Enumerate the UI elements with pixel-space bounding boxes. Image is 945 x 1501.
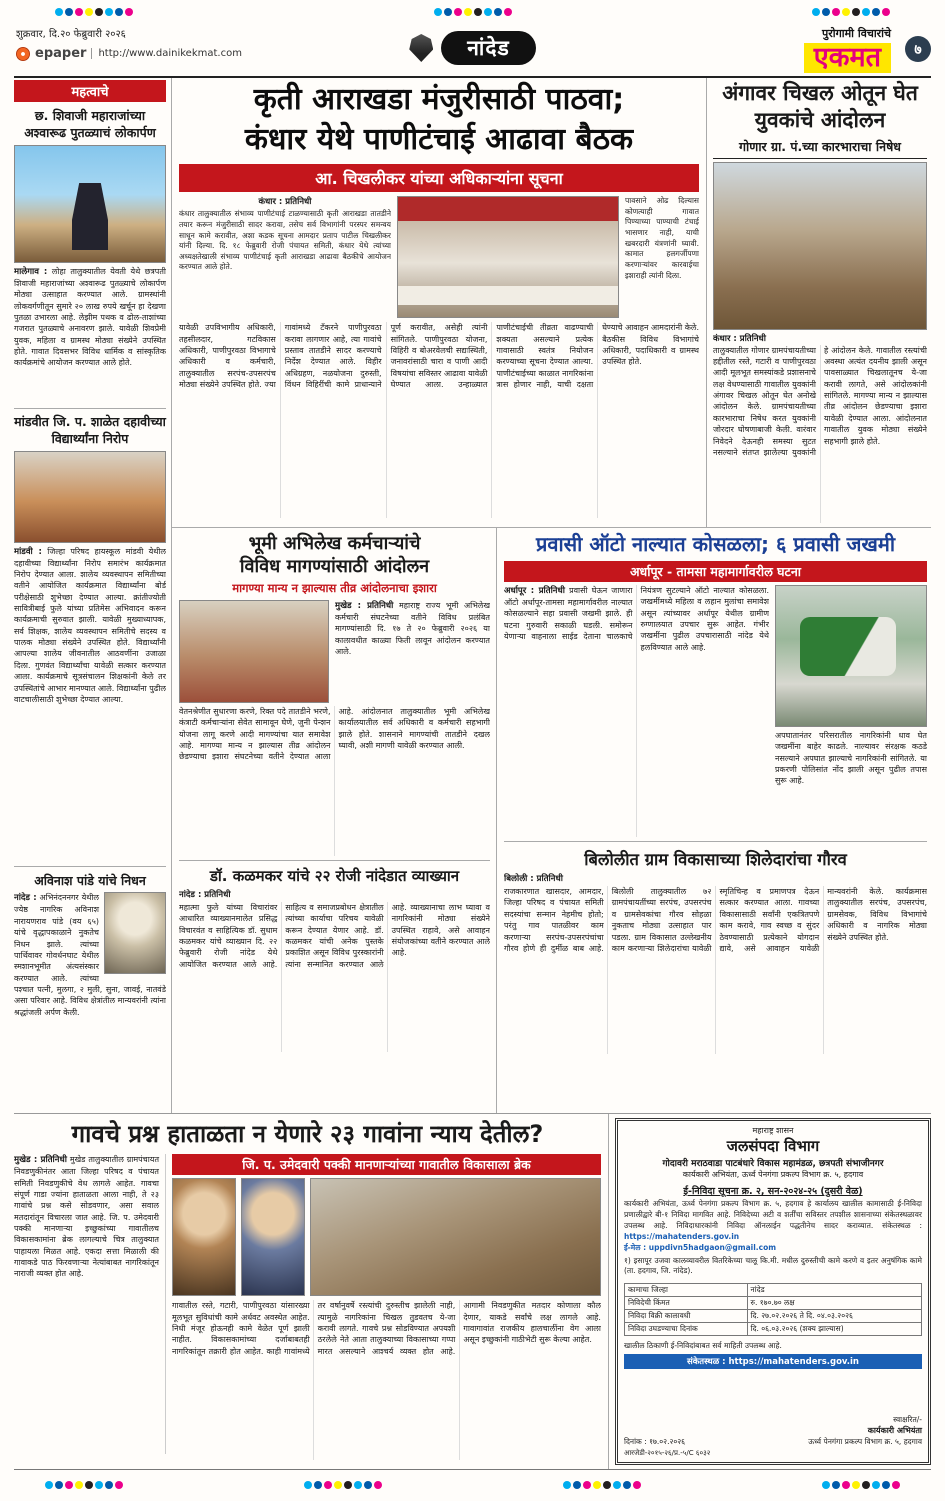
tender-table-value: रु. १७०.७० लक्ष [747, 1297, 921, 1310]
main-body-intro: कंधार तालुक्यातील संभाव्य पाणीटंचाई टाळण्यासाठी कृती आराखडा तातडीने तयार करून मंजुरीसाठी सादर करावा, तसेच सर्व विभागांनी परस्पर समन्वय साधून कामे करावीत, अशा कडक सूचना आमदार प्रताप पाटील चिखलीकर यांनी दिल्या. दि. १८ फेब्रुवारी रोजी पंचायत समिती, कंधार येथे त्यांच्या अध्यक्षतेखाली संभाव्य पाणीटंचाई कृती आराखडा आढावा बैठकीचे आयोजन करण्यात आले होते. [179, 209, 391, 272]
tender-signatory-office: ऊर्ध्व पेनगंगा प्रकल्प विभाग क्र. ५, हदगाव [808, 1436, 922, 1446]
protest-subhead: गोणार ग्रा. पं.च्या कारभाराचा निषेध [713, 135, 927, 159]
main-story [172, 78, 707, 527]
candidate-portrait-photo-2 [241, 1178, 305, 1296]
tender-office: कार्यकारी अभियंता, ऊर्ध्व पेनगंगा प्रकल्प विभाग क्र. ५, हदगाव [682, 1170, 864, 1179]
protest-photo [713, 162, 927, 330]
tender-table-label: निविदा उघडण्याचा दिनांक [625, 1323, 748, 1336]
main-dateline: कंधार : प्रतिनिधी [258, 197, 312, 208]
left-column [14, 78, 172, 1113]
tender-table-value: नांदेड [747, 1284, 921, 1297]
tender-department: जलसंपदा विभाग [726, 1137, 820, 1155]
biloli-headline: बिलोलीत ग्राम विकासाच्या शिलेदारांचा गौरव [504, 841, 927, 870]
main-headline-line2: कंधार येथे पाणीटंचाई आढावा बैठक [244, 121, 634, 157]
registration-dots [303, 1474, 383, 1493]
obituary-portrait-photo [104, 892, 166, 974]
auto-body-b: अपघातानंतर परिसरातील नागरिकांनी धाव घेत जखमींना बाहेर काढले. नाल्यावर संरक्षक कठडे नसल्याने अपघात झाल्याचे नागरिकांनी सांगितले. या प्रकरणी पोलिसांत नोंद झाली असून पुढील तपास सुरू आहे. [775, 731, 927, 786]
registration-dots [562, 1474, 642, 1493]
obituary-headline: अविनाश पांडे यांचे निधन [34, 872, 146, 888]
bhumi-body-a: महाराष्ट्र राज्य भूमी अभिलेख कर्मचारी संघटनेच्या वतीने विविध प्रलंबित मागण्यांसाठी दि. १७ ते २० फेब्रुवारी २०२६ या कालावधीत काळ्या फिती लावून आंदोलन करण्यात आले. [335, 600, 490, 656]
obituary-dateline: नांदेड : [14, 893, 37, 904]
edition-name: नांदेड [441, 31, 535, 65]
lecture-headline: डॉ. कळमकर यांचे २२ रोजी नांदेडात व्याख्यान [179, 860, 490, 886]
bhumi-group-photo [179, 600, 329, 703]
statue-headline: छ. शिवाजी महाराजांच्या अश्वारूढ पुतळ्याचं लोकार्पण [24, 108, 156, 140]
village-headline: गावचे प्रश्न हाताळता न येणारे २३ गावांना न्याय देतील? [71, 1120, 544, 1148]
masthead-crest-icon [409, 34, 433, 62]
registration-dots [44, 1474, 124, 1493]
bhumi-body-b: वेतनश्रेणीत सुधारणा करणे, रिक्त पदे तातडीने भरणे, कंत्राटी कर्मचाऱ्यांना सेवेत सामावून घेणे, जुनी पेन्शन योजना लागू करणे आदी मागण्यांचा यात समावेश आहे. मागण्या मान्य न झाल्यास तीव्र आंदोलन छेडण्याचा इशारा संघटनेच्या वतीने देण्यात आला आहे. आंदोलनात तालुक्यातील भूमी अभिलेख कार्यालयातील सर्व अधिकारी व कर्मचारी सहभागी झाले होते. शासनाने मागण्यांची तातडीने दखल घ्यावी, अशी मागणी यावेळी करण्यात आली. [179, 706, 490, 762]
lecture-story [179, 856, 490, 1113]
protest-dateline: कंधार : प्रतिनिधी [713, 333, 766, 344]
tender-work-item: १) इसापूर उजवा कालव्यावरील वितरिकेच्या चालू कि.मी. मधील दुरुस्तीची कामे करणे व इतर अनुषंगिक कामे (ता. हदगाव, जि. नांदेड). [624, 1255, 922, 1276]
epaper-eye-icon [16, 47, 30, 61]
obituary-body: अभिनंदननगर येथील ज्येष्ठ नागरिक अविनाश नारायणराव पांडे (वय ६५) यांचे वृद्धापकाळाने नुकतेच निधन झाले. त्यांच्या पार्थिवावर गोवर्धनघाट येथील स्मशानभूमीत अंत्यसंस्कार करण्यात आले. त्यांच्या पश्चात पत्नी, मुलगा, २ मुली, सुना, जावई, नातवंडे असा परिवार आहे. विविध क्षेत्रांतील मान्यवरांनी त्यांना श्रद्धांजली अर्पण केली. [14, 893, 166, 1017]
auto-subhead-band: अर्धापूर - तामसा महामार्गावरील घटना [504, 561, 927, 582]
obituary-story [14, 866, 166, 1114]
date-line: शुक्रवार, दि.२० फेब्रुवारी २०२६ [16, 29, 126, 40]
auto-accident-photo [775, 585, 927, 727]
village-subhead-band: जि. प. उमेदवारी पक्की मानणाऱ्यांच्या गावातील विकासाला ब्रेक [172, 1154, 601, 1175]
registration-dots [433, 1, 513, 20]
masthead [14, 20, 931, 78]
statue-dateline: मालेगाव : [14, 266, 48, 277]
school-body: जिल्हा परिषद हायस्कूल मांडवी येथील दहावीच्या विद्यार्थ्यांना निरोप समारंभ कार्यक्रमात निरोप देण्यात आला. शालेय व्यवस्थापन समितीच्या वतीने आयोजित कार्यक्रमात विद्यार्थ्यांना बोर्ड परीक्षेसाठी शुभेच्छा देण्यात आल्या. क्रांतीज्योती सावित्रीबाई फुले यांच्या प्रतिमेस अभिवादन करून कार्यक्रमाची सुरुवात झाली. यावेळी मुख्याध्यापक, सर्व शिक्षक, शालेय व्यवस्थापन समितीचे सदस्य व पालक मोठ्या संख्येने उपस्थित होते. विद्यार्थ्यांनी आपल्या शालेय जीवनातील आठवणींना उजाळा दिला. गुणवंत विद्यार्थ्यांचा यावेळी सत्कार करण्यात आला. कार्यक्रमाचे सूत्रसंचालन शिक्षकांनी केले तर उपस्थितांचे आभार मानण्यात आले. विद्यार्थ्यांना पुढील वाटचालीसाठी शुभेच्छा देण्यात आल्या. [14, 546, 166, 704]
bhumi-story [179, 532, 490, 856]
bhumi-dateline: मुखेड : प्रतिनिधी [335, 600, 394, 611]
auto-accident-story [504, 532, 927, 837]
tender-table-label: निविदा विक्री कालावधी [625, 1310, 748, 1323]
tender-details-table [624, 1283, 922, 1336]
edition-masthead [409, 31, 535, 65]
website-link[interactable]: http://www.dainikekmat.com [91, 48, 242, 59]
registration-marks-bottom [14, 1470, 931, 1496]
statue-photo [14, 145, 166, 263]
brand-tagline: पुरोगामी विचारांचे [821, 27, 891, 40]
registration-dots [811, 1, 891, 20]
biloli-body: राजकारणात खासदार, आमदार, जिल्हा परिषद व पंचायत समिती सदस्यांचा सन्मान नेहमीच होतो; परंतु गाव पातळीवर काम करणाऱ्या सरपंच-उपसरपंचांचा गौरव होणे ही दुर्मीळ बाब आहे. बिलोली तालुक्यातील ७२ ग्रामपंचायतींच्या सरपंच, उपसरपंच व ग्रामसेवकांचा गौरव सोहळा नुकताच मोठ्या उत्साहात पार पडला. ग्राम विकासात उल्लेखनीय काम करणाऱ्या शिलेदारांचा यावेळी स्मृतिचिन्ह व प्रमाणपत्र देऊन सत्कार करण्यात आला. गावच्या विकासासाठी सर्वांनी एकत्रितपणे काम करावे, गाव स्वच्छ व सुंदर ठेवण्यासाठी प्रत्येकाने योगदान द्यावे, असे आवाहन यावेळी मान्यवरांनी केले. कार्यक्रमास तालुक्यातील सरपंच, उपसरपंच, ग्रामसेवक, विविध विभागांचे अधिकारी व नागरिक मोठ्या संख्येने उपस्थित होते. [504, 887, 927, 953]
tender-signed-label: स्वाक्षरित/- [893, 1414, 922, 1424]
lecture-body: महात्मा फुले यांच्या विचारांवर आधारित व्याख्यानमालेत प्रसिद्ध विचारवंत व साहित्यिक डॉ. सुधाम कळमकर यांचे व्याख्यान दि. २२ फेब्रुवारी रोजी नांदेड येथे आयोजित करण्यात आले आहे. साहित्य व समाजप्रबोधन क्षेत्रातील त्यांच्या कार्याचा परिचय यावेळी करून देण्यात येणार आहे. डॉ. कळमकर यांची अनेक पुस्तके प्रकाशित असून विविध पुरस्कारांनी त्यांना सन्मानित करण्यात आले आहे. व्याख्यानाचा लाभ घ्यावा व नागरिकांनी मोठ्या संख्येने उपस्थित राहावे, असे आवाहन संयोजकांच्या वतीने करण्यात आले आहे. [179, 902, 490, 969]
lecture-dateline: नांदेड : प्रतिनिधी [179, 889, 231, 900]
protest-headline: अंगावर चिखल ओतून घेत युवकांचे आंदोलन [722, 81, 918, 133]
bhumi-headline-line1: भूमी अभिलेख कर्मचाऱ्यांचे [248, 533, 421, 554]
school-group-photo [14, 451, 166, 543]
tender-organization: गोदावरी मराठवाडा पाटबंधारे विकास महामंडळ, छत्रपती संभाजीनगर [662, 1159, 884, 1169]
protest-body: तालुक्यातील गोणार ग्रामपंचायतीच्या हद्दीतील रस्ते, गटारी व पाणीपुरवठा आदी मूलभूत समस्यांकडे प्रशासनाचे लक्ष वेधण्यासाठी गावातील युवकांनी अंगावर चिखल ओतून घेत अनोखे आंदोलन केले. ग्रामपंचायतीच्या कारभाराचा निषेध करत युवकांनी जोरदार घोषणाबाजी केली. वारंवार निवेदने देऊनही समस्या सुटत नसल्याने संतप्त झालेल्या युवकांनी हे आंदोलन केले. गावातील रस्त्यांची अवस्था अत्यंत दयनीय झाली असून पावसाळ्यात चिखलातूनच ये-जा करावी लागते, असे आंदोलकांनी सांगितले. मागण्या मान्य न झाल्यास तीव्र आंदोलन छेडण्याचा इशारा यावेळी देण्यात आला. आंदोलनात गावातील युवक मोठ्या संख्येने सहभागी झाले होते. [713, 345, 927, 457]
bhumi-subhead: मागण्या मान्य न झाल्यास तीव्र आंदोलनाचा इशारा [232, 580, 437, 595]
tender-website-inline-link[interactable]: https://mahatenders.gov.in [624, 1231, 740, 1241]
village-story [14, 1114, 609, 1469]
tender-table-value: दि. २७.०२.२०२६ ते दि. ०४.०३.२०२६ [747, 1310, 921, 1323]
masthead-left [16, 26, 242, 61]
tender-table-value: दि. ०६.०३.२०२६ (शक्य झाल्यास) [747, 1323, 921, 1336]
page-number-badge: ७ [905, 36, 931, 62]
main-headline-line1: कृती आराखडा मंजुरीसाठी पाठवा; [253, 82, 625, 117]
tender-title: ई-निविदा सूचना क्र. २, सन-२०२४-२५ (दुसरी वेळ) [683, 1186, 863, 1197]
tender-date: दिनांक : १७.०२.२०२६ [624, 1437, 686, 1446]
registration-dots [821, 1474, 901, 1493]
tender-reference-number: आरजेडी-२०१५-२६/प्र.-५/C ६०३२ [624, 1449, 711, 1457]
registration-dots [54, 1, 134, 20]
village-dateline: मुखेड : प्रतिनिधी [14, 1155, 67, 1166]
bhumi-headline-line2: विविध मागण्यांसाठी आंदोलन [239, 556, 430, 578]
main-body-side: पावसाने ओढ दिल्यास कोणत्याही गावात पिण्याच्या पाण्याची टंचाई भासणार नाही, याची खबरदारी यंत्रणांनी घ्यावी. कामात हलगर्जीपणा करणाऱ्यांवर कारवाईचा इशाराही त्यांनी दिला. [625, 196, 699, 280]
candidate-portrait-photo-1 [172, 1178, 236, 1296]
tender-email-link[interactable]: ई-मेल : uppdivn5hadgaon@gmail.com [624, 1242, 777, 1252]
tender-table-label: निविदेची किंमत [625, 1297, 748, 1310]
statue-story [14, 105, 166, 408]
tender-intro: कार्यकारी अभियंता, ऊर्ध्व पेनगंगा प्रकल्प विभाग क्र. ५, हदगाव हे कार्यालय खालील कामासाठी ई-निविदा प्रणालीद्वारे बी-१ निविदा मागवित आहे. निविदेच्या अटी व शर्तींचा सविस्तर तपशील शासनाच्या संकेतस्थळावर उपलब्ध आहे. निविदाधारकांनी निविदा ऑनलाईन पद्धतीनेच सादर कराव्यात. संकेतस्थळ : [624, 1199, 922, 1230]
meeting-photo [397, 196, 619, 318]
school-story [14, 408, 166, 866]
main-subhead-band: आ. चिखलीकर यांच्या अधिकाऱ्यांना सूचना [179, 164, 699, 192]
auto-body-a: प्रवासी घेऊन जाणारा ऑटो अर्धापूर-तामसा महामार्गावरील नाल्यात कोसळल्याने सहा प्रवासी जखमी झाले. ही घटना गुरुवारी सकाळी घडली. समोरून येणाऱ्या वाहनाला साईड देताना चालकाचे नियंत्रण सुटल्याने ऑटो नाल्यात कोसळला. जखमींमध्ये महिला व लहान मुलांचा समावेश असून त्यांच्यावर अर्धापूर येथील ग्रामीण रुग्णालयात उपचार सुरू आहेत. गंभीर जखमींना पुढील उपचारासाठी नांदेड येथे हलविण्यात आले आहे. [504, 586, 769, 652]
school-headline: मांडवीत जि. प. शाळेत दहावीच्या विद्यार्थ्यांना निरोप [14, 413, 166, 446]
auto-headline: प्रवासी ऑटो नाल्यात कोसळला; ६ प्रवासी जखमी [535, 532, 895, 556]
biloli-dateline: बिलोली : प्रतिनिधी [504, 874, 563, 884]
registration-marks-top [14, 0, 931, 20]
tender-notice [609, 1114, 931, 1469]
tender-signatory-title: कार्यकारी अभियंता [867, 1426, 922, 1435]
village-body-more: गावातील रस्ते, गटारी, पाणीपुरवठा यांसारख्या मूलभूत सुविधांची कामे अर्धवट अवस्थेत आहेत. निधी मंजूर होऊनही कामे वेळेत पूर्ण झाली नाहीत. विकासकामांच्या दर्जाबाबतही नागरिकांतून तक्रारी होत आहेत. काही गावांमध्ये तर वर्षानुवर्षे रस्त्यांची दुरुस्तीच झालेली नाही, त्यामुळे नागरिकांना चिखल तुडवतच ये-जा करावी लागते. गावचे प्रश्न सोडविण्यात अपयशी ठरलेले नेते आता तालुक्याच्या विकासाच्या गप्पा मारत असल्याने आश्चर्य व्यक्त होत आहे. आगामी निवडणुकीत मतदार कोणाला कौल देणार, याकडे सर्वांचे लक्ष लागले आहे. गावागावांत राजकीय हालचालींना वेग आला असून इच्छुकांनी गाठीभेटी सुरू केल्या आहेत. [172, 1301, 601, 1356]
biloli-story [504, 837, 927, 1113]
auto-dateline: अर्धापूर : प्रतिनिधी [504, 586, 565, 596]
tender-government-label: महाराष्ट्र शासन [752, 1126, 794, 1135]
brand-block [804, 26, 891, 73]
statue-body: लोहा तालुक्यातील येवती येथे छत्रपती शिवाजी महाराजांच्या अश्वारूढ पुतळ्याचे लोकार्पण मोठ्या उत्साहात करण्यात आले. ग्रामस्थांनी लोकवर्गणीतून सुमारे २० लाख रुपये खर्चून हा देखणा पुतळा उभारला आहे. लेझीम पथक व ढोल-ताशांच्या गजरात पुतळ्याचे अनावरण झाले. यावेळी शिवप्रेमी युवक, महिला व ग्रामस्थ मोठ्या संख्येने उपस्थित होते. गावात दिवसभर विविध धार्मिक व सांस्कृतिक कार्यक्रमांचे आयोजन करण्यात आले होते. [14, 266, 166, 368]
tender-table-label: कामाचा जिल्हा [625, 1284, 748, 1297]
protest-story [707, 78, 931, 527]
main-body-more: यावेळी उपविभागीय अधिकारी, तहसीलदार, गटविकास अधिकारी, पाणीपुरवठा विभागाचे अधिकारी व कर्मचारी, तालुक्यातील सरपंच-उपसरपंच मोठ्या संख्येने उपस्थित होते. ज्या गावांमध्ये टँकरने पाणीपुरवठा करावा लागणार आहे, त्या गावांचे प्रस्ताव तातडीने सादर करण्याचे निर्देश देण्यात आले. विहीर अधिग्रहण, नळयोजना दुरुस्ती, विंधन विहिरींची कामे प्राधान्याने पूर्ण करावीत, असेही त्यांनी सांगितले. पाणीपुरवठा योजना, विहिरी व बोअरवेलची सद्यःस्थिती, जनावरांसाठी चारा व पाणी आदी विषयांचा सविस्तर आढावा यावेळी घेण्यात आला. उन्हाळ्यात पाणीटंचाईची तीव्रता वाढण्याची शक्यता असल्याने प्रत्येक गावासाठी स्वतंत्र नियोजन करण्याच्या सूचना देण्यात आल्या. पाणीटंचाईच्या काळात नागरिकांना त्रास होणार नाही, याची दक्षता घेण्याचे आवाहन आमदारांनी केले. बैठकीस विविध विभागांचे अधिकारी, पदाधिकारी व ग्रामस्थ उपस्थित होते. [179, 323, 699, 389]
epaper-label: epaper [35, 46, 87, 61]
road-construction-photo [310, 1178, 601, 1296]
school-dateline: मांडवी : [14, 546, 42, 557]
village-body-left: मुखेड तालुक्यातील ग्रामपंचायत निवडणुकीनंतर आता जिल्हा परिषद व पंचायत समिती निवडणुकीचे वेध लागले आहेत. गावचा संपूर्ण गाडा ज्यांना हाताळता आला नाही, ते २३ गावांचे प्रश्न कसे सोडवणार, असा सवाल मतदारांतून विचारला जात आहे. जि. प. उमेदवारी पक्की मानणाऱ्या इच्छुकांच्या गावातीलच विकासकामांना ब्रेक लागल्याचे चित्र तालुक्यात पाहायला मिळत आहे. एकदा सत्ता मिळाली की गावाकडे पाठ फिरवणाऱ्या नेत्यांबाबत नागरिकांतून नाराजी व्यक्त होत आहे. [14, 1155, 160, 1279]
important-label: महत्वाचे [14, 80, 166, 102]
tender-note: खालील ठिकाणी ई-निविदांबाबत सर्व माहिती उपलब्ध आहे. [624, 1341, 782, 1351]
tender-website-band-link[interactable]: संकेतस्थळ : https://mahatenders.gov.in [624, 1354, 922, 1369]
brand-name: एकमत [804, 43, 891, 73]
